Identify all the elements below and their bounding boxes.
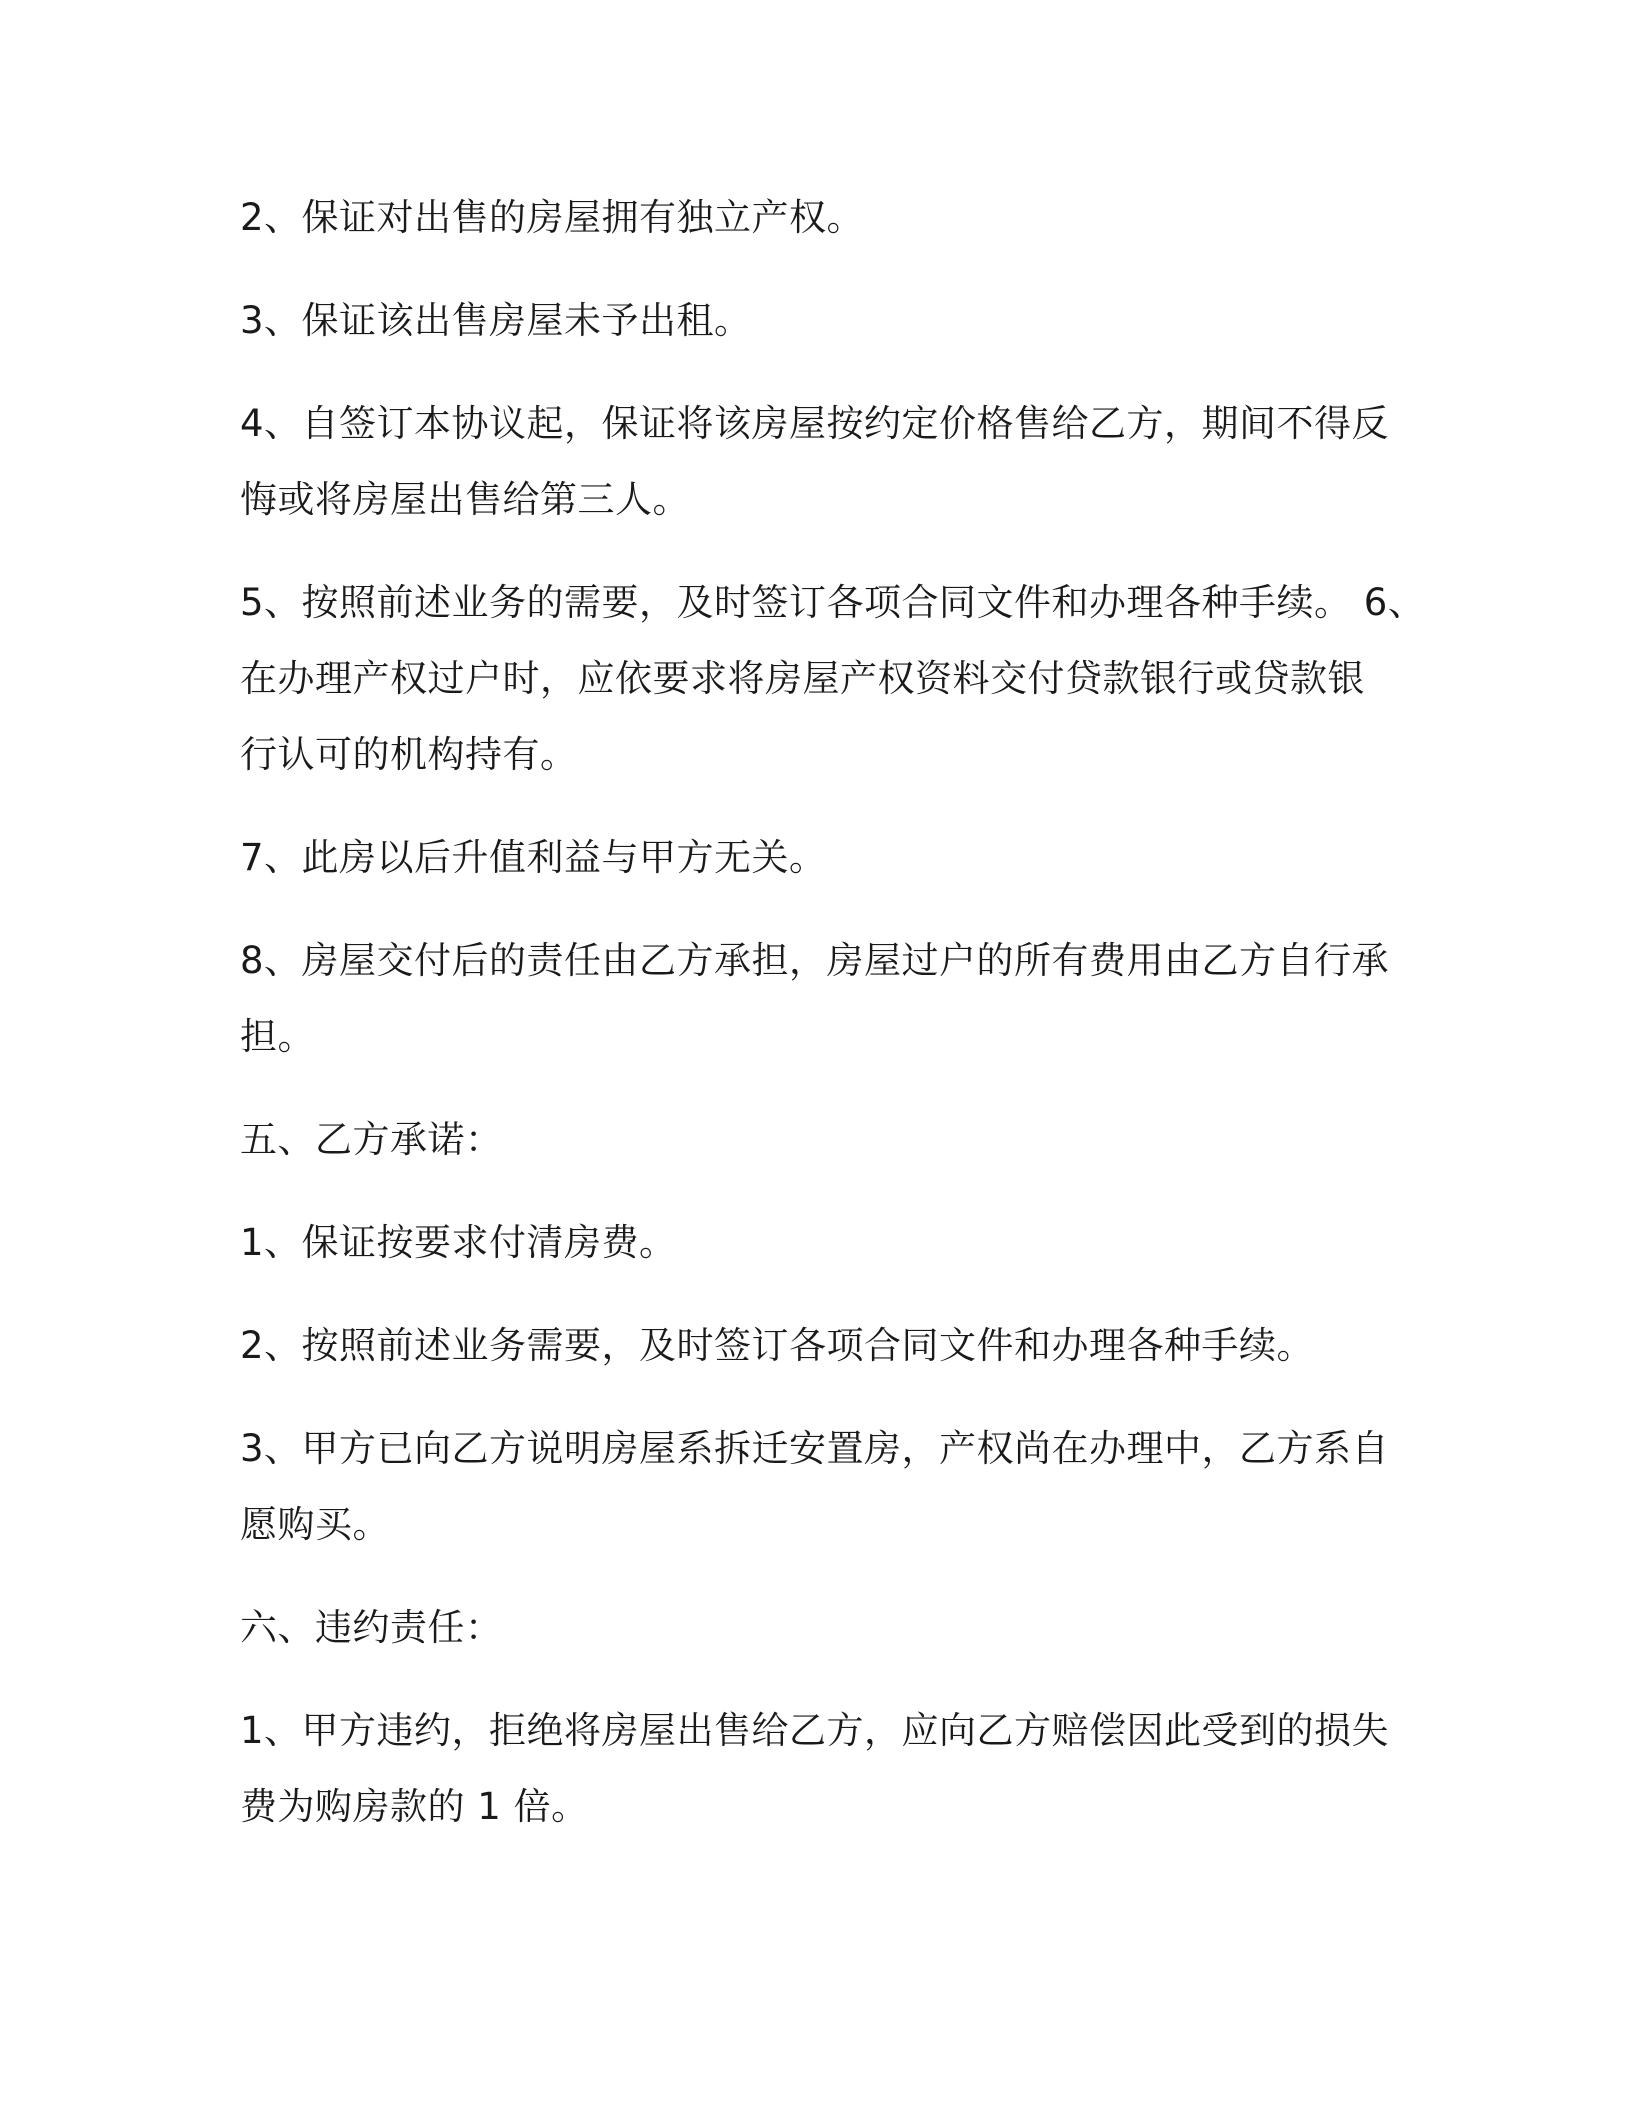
text-line-seller-clause-3: 3、保证该出售房屋未予出租。 [240, 299, 752, 342]
text-line-seller-clause-6-cont: 行认可的机构持有。 [240, 733, 578, 776]
text-line-buyer-clause-3-cont: 愿购买。 [240, 1503, 390, 1546]
section-heading-buyer-commitments: 五、乙方承诺： [240, 1118, 503, 1161]
text-line-seller-clause-7: 7、此房以后升值利益与甲方无关。 [240, 836, 827, 879]
text-line-buyer-clause-3: 3、甲方已向乙方说明房屋系拆迁安置房，产权尚在办理中，乙方系自 [240, 1427, 1390, 1470]
text-line-seller-clause-6: 在办理产权过户时，应依要求将房屋产权资料交付贷款银行或贷款银 [240, 657, 1365, 700]
text-line-seller-clause-8: 8、房屋交付后的责任由乙方承担，房屋过户的所有费用由乙方自行承 [240, 939, 1390, 982]
section-heading-breach-liability: 六、违约责任： [240, 1606, 503, 1649]
text-line-seller-clause-4: 4、自签订本协议起，保证将该房屋按约定价格售给乙方，期间不得反 [240, 402, 1390, 445]
text-line-seller-clause-5: 5、按照前述业务的需要，及时签订各项合同文件和办理各种手续。 6、 [240, 581, 1426, 624]
text-line-seller-clause-8-cont: 担。 [240, 1015, 315, 1058]
text-line-buyer-clause-2: 2、按照前述业务需要，及时签订各项合同文件和办理各种手续。 [240, 1324, 1315, 1367]
text-line-breach-clause-1: 1、甲方违约，拒绝将房屋出售给乙方，应向乙方赔偿因此受到的损失 [240, 1709, 1390, 1752]
text-line-seller-clause-4-cont: 悔或将房屋出售给第三人。 [240, 478, 690, 521]
text-line-seller-clause-2: 2、保证对出售的房屋拥有独立产权。 [240, 196, 865, 239]
text-line-breach-clause-1-cont: 费为购房款的 1 倍。 [240, 1785, 589, 1828]
text-line-buyer-clause-1: 1、保证按要求付清房费。 [240, 1221, 677, 1264]
